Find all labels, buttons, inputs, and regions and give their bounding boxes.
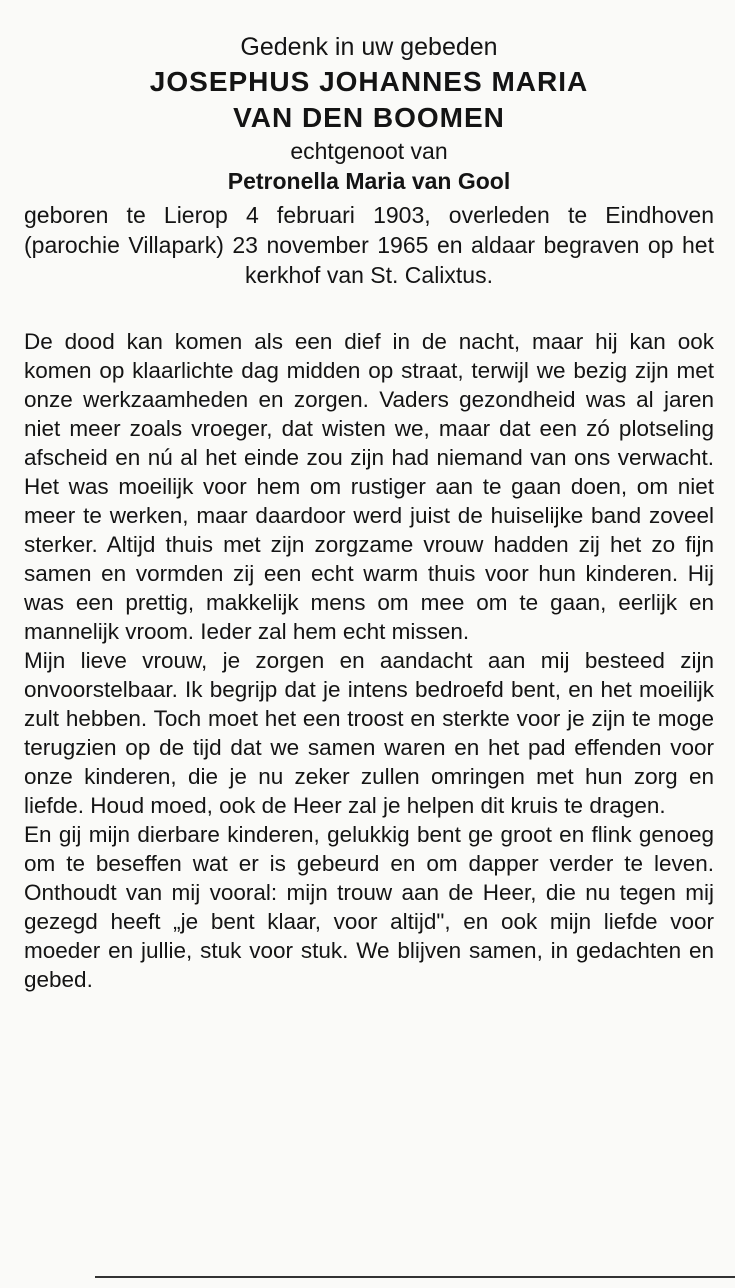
deceased-name-line-2: VAN DEN BOOMEN: [233, 102, 505, 133]
biography-text: geboren te Lierop 4 februari 1903, overleden te Eindhoven (parochie Villapark) 23 november 1965 en aldaar begraven op het kerkhof van St. Calixtus.: [24, 202, 714, 288]
spouse-name: Petronella Maria van Gool: [227, 168, 511, 194]
bottom-rule: [95, 1276, 735, 1278]
deceased-name-line-1: JOSEPHUS JOHANNES MARIA: [149, 66, 589, 97]
paragraph-2: Mijn lieve vrouw, je zorgen en aandacht aan mij besteed zijn onvoorstelbaar. Ik begrijp dat je intens bedroefd bent, en het moeilijk zult hebben. Toch moet het een troost en sterkte voor je zijn te moge terugzien op de tijd dat we samen waren en het pad effenden voor onze kinderen, die je nu zeker zullen omringen met hun zorg en liefde. Houd moed, ook de Heer zal je helpen dit kruis te dragen.: [24, 648, 714, 818]
card-header: [24, 30, 714, 196]
intro-line: Gedenk in uw gebeden: [240, 33, 498, 61]
spouse-intro-line: echtgenoot van: [290, 138, 448, 164]
paragraph-1: De dood kan komen als een dief in de nacht, maar hij kan ook komen op klaarlichte dag midden op straat, terwijl we bezig zijn met onze werkzaamheden en zorgen. Vaders gezondheid was al jaren niet meer zoals vroeger, dat wisten we, maar dat een zó plotseling afscheid en nú al het einde zou zijn had niemand van ons verwacht. Het was moeilijk voor hem om rustiger aan te gaan doen, om niet meer te werken, maar daardoor werd juist de huiselijke band zoveel sterker. Altijd thuis met zijn zorgzame vrouw hadden zij het zo fijn samen en vormden zij een echt warm thuis voor hun kinderen. Hij was een prettig, makkelijk mens om mee om te gaan, eerlijk en mannelijk vroom. Ieder zal hem echt missen.: [24, 329, 714, 644]
memorial-text: [24, 327, 714, 994]
paragraph-3: En gij mijn dierbare kinderen, gelukkig bent ge groot en flink genoeg om te beseffen wat er is gebeurd en om dapper verder te leven. Onthoudt van mij vooral: mijn trouw aan de Heer, die nu tegen mij gezegd heeft „je bent klaar, voor altijd", en ook mijn liefde voor moeder en jullie, stuk voor stuk. We blijven samen, in gedachten en gebed.: [24, 822, 714, 992]
